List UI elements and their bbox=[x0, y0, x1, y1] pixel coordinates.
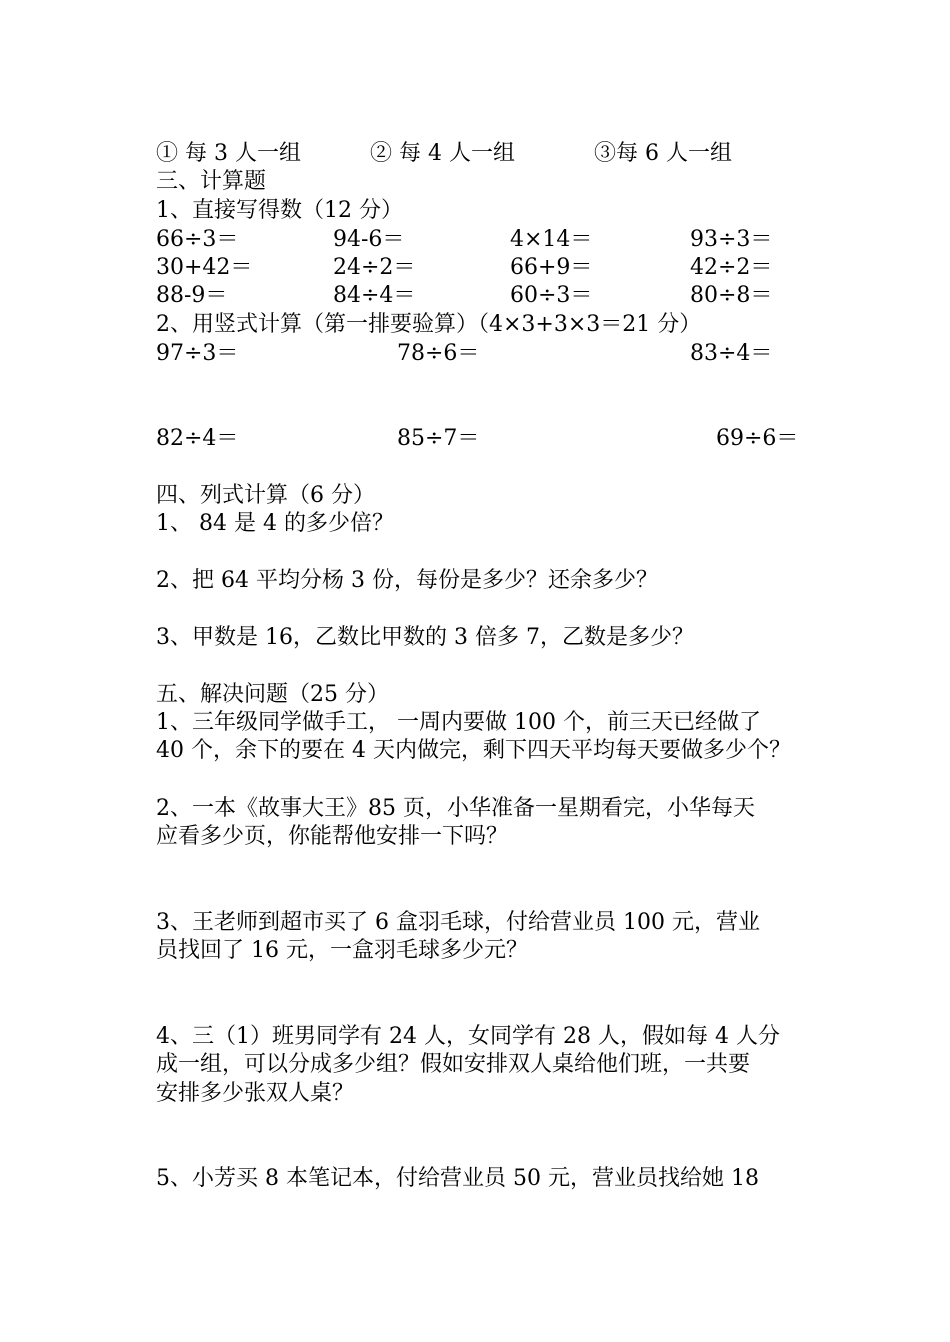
section5-q1-line1: 1、三年级同学做手工， 一周内要做 100 个，前三天已经做了 bbox=[156, 710, 761, 735]
vertical-item: 85÷7＝ bbox=[397, 426, 480, 451]
oral-item: 84÷4＝ bbox=[333, 283, 416, 308]
oral-item: 30+42＝ bbox=[156, 255, 253, 280]
oral-item: 4×14＝ bbox=[510, 227, 593, 252]
section3-q2-title: 2、用竖式计算（第一排要验算）（4×3+3×3＝21 分） bbox=[156, 312, 702, 337]
oral-item: 66÷3＝ bbox=[156, 227, 239, 252]
oral-item: 94-6＝ bbox=[333, 227, 405, 252]
section4-q2: 2、把 64 平均分杨 3 份，每份是多少？还余多少？ bbox=[156, 568, 658, 593]
section3-title: 三、计算题 bbox=[156, 169, 267, 194]
section5-q4-line1: 4、三（1）班男同学有 24 人，女同学有 28 人，假如每 4 人分 bbox=[156, 1024, 780, 1049]
section4-q1: 1、 84 是 4 的多少倍？ bbox=[156, 511, 394, 536]
oral-item: 42÷2＝ bbox=[690, 255, 773, 280]
vertical-item: 97÷3＝ bbox=[156, 341, 239, 366]
oral-item: 88-9＝ bbox=[156, 283, 228, 308]
vertical-item: 69÷6＝ bbox=[716, 426, 799, 451]
section4-q3: 3、甲数是 16，乙数比甲数的 3 倍多 7，乙数是多少？ bbox=[156, 625, 694, 650]
section5-q3-line1: 3、王老师到超市买了 6 盒羽毛球，付给营业员 100 元，营业 bbox=[156, 910, 760, 935]
section5-q3-line2: 员找回了 16 元，一盒羽毛球多少元？ bbox=[156, 938, 528, 963]
section5-q5-line1: 5、小芳买 8 本笔记本，付给营业员 50 元，营业员找给她 18 bbox=[156, 1166, 759, 1191]
section5-q4-line2: 成一组，可以分成多少组？假如安排双人桌给他们班，一共要 bbox=[156, 1052, 751, 1077]
oral-item: 80÷8＝ bbox=[690, 283, 773, 308]
section5-q2-line2: 应看多少页，你能帮他安排一下吗？ bbox=[156, 824, 509, 849]
vertical-item: 78÷6＝ bbox=[397, 341, 480, 366]
option-1: ① 每 3 人一组 bbox=[156, 141, 301, 166]
oral-item: 60÷3＝ bbox=[510, 283, 593, 308]
option-2: ② 每 4 人一组 bbox=[370, 141, 515, 166]
vertical-item: 82÷4＝ bbox=[156, 426, 239, 451]
vertical-item: 83÷4＝ bbox=[690, 341, 773, 366]
option-3: ③每 6 人一组 bbox=[594, 141, 732, 166]
section5-q2-line1: 2、一本《故事大王》85 页，小华准备一星期看完，小华每天 bbox=[156, 796, 755, 821]
section3-q1-title: 1、直接写得数（12 分） bbox=[156, 198, 403, 223]
oral-item: 93÷3＝ bbox=[690, 227, 773, 252]
section5-q1-line2: 40 个，余下的要在 4 天内做完，剩下四天平均每天要做多少个？ bbox=[156, 738, 791, 763]
section4-title: 四、列式计算（6 分） bbox=[156, 483, 375, 508]
oral-item: 24÷2＝ bbox=[333, 255, 416, 280]
oral-item: 66+9＝ bbox=[510, 255, 593, 280]
section5-q4-line3: 安排多少张双人桌？ bbox=[156, 1081, 355, 1106]
section5-title: 五、解决问题（25 分） bbox=[156, 682, 389, 707]
